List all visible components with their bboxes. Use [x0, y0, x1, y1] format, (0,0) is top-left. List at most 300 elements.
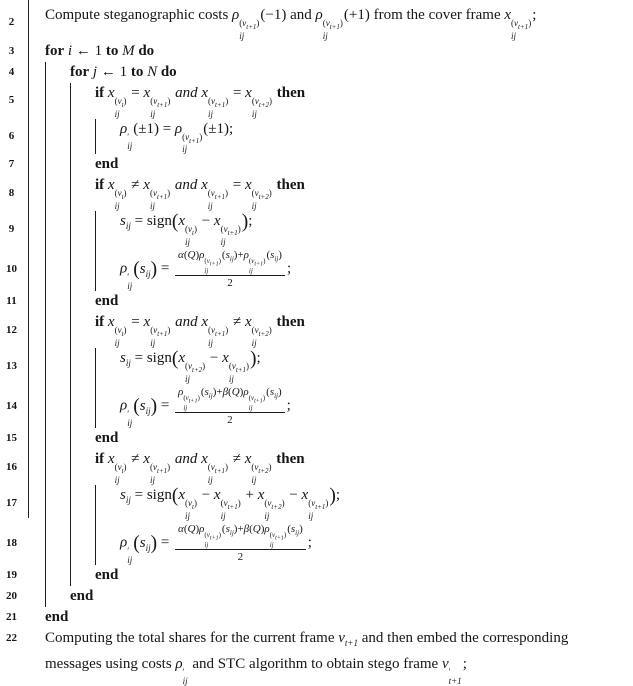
math-var: and	[174, 177, 198, 194]
subscript: t	[192, 228, 194, 237]
indent-guide-bar	[70, 175, 95, 211]
subscript: ij	[150, 108, 156, 119]
indent-guide-bar	[45, 247, 70, 291]
fraction-numerator: α(Q)ρ $(v_{t+1})$ ij $(s_{ij})+\rho$ $(v_{t+1})$ ij $(s_{ij})$	[175, 248, 285, 276]
indent-guide-bar	[70, 83, 95, 119]
sup-sub-stack	[127, 133, 132, 151]
indent-guide-bar	[95, 247, 120, 291]
indent-guide-bar	[95, 521, 120, 565]
math-var: s	[204, 385, 209, 398]
indent-guide-bar	[45, 291, 70, 312]
algorithm-line	[0, 348, 633, 384]
open-paren: (	[171, 211, 179, 233]
sup-sub-stack	[249, 258, 266, 275]
keyword: do	[138, 42, 155, 59]
indent-guide-bar	[70, 211, 95, 247]
subscript: ij	[274, 392, 278, 401]
subscript: t+1	[227, 228, 238, 237]
subscript: ij	[150, 338, 156, 349]
math-var: s	[120, 487, 126, 504]
math-var: v	[338, 630, 345, 647]
math-var: v	[206, 256, 210, 265]
sup-sub-stack	[221, 499, 241, 521]
sup-sub-stack	[208, 189, 228, 211]
superscript: $(v_{t+1})$	[149, 462, 171, 476]
code-text: if x $(v_t)$ ij = x $(v_{t+1})$ ij and x $(v_{t+1})$ ij = x $(v_{t+2})$ ij then	[95, 84, 306, 119]
superscript: $(v_{t+1})$	[248, 256, 266, 268]
math-var: ρ	[120, 260, 128, 277]
subscript: ij	[185, 510, 191, 521]
indent-guide-bar	[45, 119, 70, 155]
sup-sub-stack	[204, 532, 221, 549]
math-var: ρ	[178, 385, 184, 398]
subscript: ij	[127, 417, 133, 428]
sup-sub-stack	[270, 532, 287, 549]
subscript: ij	[322, 30, 328, 41]
subscript: t+1	[254, 261, 264, 268]
math-var: ρ	[199, 522, 205, 535]
superscript: $(v_t)$	[114, 325, 127, 339]
indent-guide-bar	[95, 119, 120, 155]
subscript: t+1	[329, 22, 340, 31]
subscript: ij	[251, 108, 257, 119]
math-var: x	[107, 314, 115, 331]
code-text	[95, 154, 122, 175]
subscript: ij	[204, 267, 209, 276]
line-number: 11	[6, 295, 17, 308]
math-var: ρ	[120, 534, 128, 551]
math-var: and	[174, 451, 198, 468]
sup-sub-stack	[229, 362, 249, 384]
math-var: ρ	[175, 656, 183, 673]
subscript: ij	[185, 236, 191, 247]
subscript: ij	[127, 140, 133, 151]
fraction	[175, 248, 285, 290]
math-var: v	[254, 462, 259, 473]
subscript: ij	[295, 529, 300, 538]
superscript: ′	[182, 667, 185, 678]
subscript: ij	[127, 554, 133, 565]
subscript: ij	[251, 201, 257, 212]
fraction	[175, 522, 306, 564]
math-var: v	[211, 325, 216, 336]
algorithm-line	[0, 428, 633, 449]
sup-sub-stack	[150, 463, 170, 485]
superscript: $(v_{t+2})$	[264, 498, 285, 511]
subscript: ij	[207, 475, 213, 486]
subscript: t+1	[448, 676, 462, 686]
subscript: t+1	[275, 535, 284, 542]
fraction	[175, 385, 285, 427]
subscript: ij	[149, 201, 155, 212]
math-var: M	[122, 42, 135, 59]
sup-sub-stack	[208, 97, 228, 119]
algorithm-line	[0, 586, 633, 607]
subscript: ij	[269, 541, 274, 550]
superscript: $(v_{t+1})$	[220, 498, 241, 511]
code-text: $s_{ij}$ = sign(x $(v_t)$ ij − x $(v_{t+1})$ ij + x $(v_{t+2})$ ij − x $(v_{t+1})$ ij );	[120, 485, 341, 521]
math-var: Q	[252, 522, 261, 535]
sup-sub-stack	[239, 19, 259, 41]
subscript: t+2	[192, 365, 203, 374]
math-var: α	[178, 248, 184, 261]
code-text: for i ← 1 to M do	[45, 42, 155, 59]
math-var: v	[223, 224, 228, 235]
keyword: then	[276, 84, 306, 101]
math-var: v	[206, 530, 210, 539]
sup-sub-stack	[183, 668, 188, 686]
sup-sub-stack	[323, 19, 343, 41]
line-number: 2	[8, 16, 15, 29]
code-text: ρ ′ ij $(s_{ij})$ = ρ $(v_{t+1})$ ij $(s_{ij})+\beta(Q)\rho$ $(v_{t+1})$ ij $(s_{ij})$ 2 ;	[120, 385, 291, 428]
math-var: Q	[231, 385, 240, 398]
superscript: $(v_{t+1})$	[228, 361, 249, 374]
algorithm-line	[0, 175, 633, 211]
keyword: then	[276, 451, 305, 468]
superscript: $(v_{t+1})$	[208, 325, 229, 339]
superscript: $(v_t)$	[114, 95, 127, 109]
math-var: ρ	[243, 248, 249, 261]
algorithm-line	[0, 5, 633, 41]
line-number: 6	[8, 129, 15, 142]
sup-sub-stack	[252, 326, 272, 348]
sup-sub-stack	[115, 189, 127, 211]
fraction-numerator: α(Q)ρ $(v_{t+1})$ ij $(s_{ij})+\beta(Q)\rho$ $(v_{t+1})$ ij $(s_{ij})$	[175, 522, 306, 550]
line-number: 13	[6, 359, 17, 372]
algorithm-line	[0, 384, 633, 428]
indent-guide-bar	[70, 348, 95, 384]
subscript: ij	[182, 676, 188, 686]
subscript: ij	[229, 529, 234, 538]
code-text: if x $(v_t)$ ij ≠ x $(v_{t+1})$ ij and x $(v_{t+1})$ ij ≠ x $(v_{t+2})$ ij then	[95, 451, 305, 486]
math-var: v	[210, 462, 215, 473]
subscript: ij	[251, 338, 257, 349]
sup-sub-stack	[185, 225, 197, 247]
code-text	[45, 607, 72, 628]
algorithm-line	[0, 485, 633, 521]
keyword: then	[276, 314, 305, 331]
indent-guide-bar	[45, 154, 70, 175]
keyword: if	[95, 84, 105, 101]
math-var: v	[188, 498, 192, 509]
subscript: t+2	[258, 467, 269, 476]
indent-guide-bar	[70, 449, 95, 485]
line-number: 16	[6, 460, 17, 473]
math-var: j	[92, 63, 98, 80]
math-var: x	[178, 350, 185, 367]
subscript: ij	[511, 30, 517, 41]
code-text: ρ ′ ij $(s_{ij})$ = α(Q)ρ $(v_{t+1})$ ij $(s_{ij})+\rho$ $(v_{t+1})$ ij $(s_{ij})$ 2 ;	[120, 248, 292, 291]
math-var: v	[117, 95, 122, 106]
math-var: s	[270, 248, 275, 261]
paren-group: x $(v_t)$ ij − x $(v_{t+1})$ ij + x $(v_{t+2})$ ij − x $(v_{t+1})$ ij	[178, 487, 329, 521]
superscript: $(v_{t+1})$	[183, 393, 200, 405]
math-var: x	[143, 177, 150, 194]
indent-guide-bar	[70, 247, 95, 291]
subscript: ij	[114, 108, 120, 119]
superscript: $(v_{t+1})$	[149, 188, 171, 202]
indent-guide-bar	[70, 119, 95, 155]
subscript: t+1	[215, 100, 226, 109]
math-var: x	[143, 84, 151, 101]
algorithm-line	[0, 312, 633, 348]
math-var: v	[223, 498, 228, 509]
subscript: t+1	[235, 365, 246, 374]
subscript: t+1	[209, 261, 219, 268]
subscript: ij	[220, 236, 226, 247]
algorithm-line	[0, 565, 633, 586]
close-paren: )	[241, 211, 249, 233]
line-number: 7	[8, 158, 15, 171]
sup-sub-stack	[150, 97, 170, 119]
subscript: ij	[114, 201, 120, 212]
math-var: ρ	[199, 248, 205, 261]
math-var: v	[211, 95, 216, 106]
subscript: t+1	[188, 398, 198, 405]
math-var: ρ	[264, 522, 270, 535]
code-text: if x $(v_t)$ ij = x $(v_{t+1})$ ij and x $(v_{t+1})$ ij ≠ x $(v_{t+2})$ ij then	[95, 314, 305, 349]
keyword: for	[45, 42, 65, 59]
math-var: s	[139, 534, 146, 551]
algorithm-line	[0, 449, 633, 485]
indent-guide-bar	[70, 485, 95, 521]
open-paren: (	[133, 258, 140, 280]
subscript: ij	[207, 201, 213, 212]
sup-sub-stack	[127, 547, 132, 565]
indent-guide-bar	[95, 348, 120, 384]
keyword: end	[95, 293, 119, 310]
subscript: ij	[125, 358, 131, 369]
math-var: v	[153, 95, 158, 106]
line-number: 12	[6, 323, 17, 336]
paren-group	[140, 398, 151, 414]
subscript: t	[121, 467, 124, 476]
indent-guide-bar	[70, 384, 95, 428]
subscript: ij	[114, 475, 120, 486]
subscript: ij	[251, 475, 257, 486]
subscript: t+1	[156, 193, 168, 202]
line-number: 8	[8, 186, 15, 199]
keyword: if	[95, 314, 105, 331]
line-number: 14	[6, 399, 17, 412]
math-var: ρ	[120, 120, 128, 137]
sup-sub-stack	[308, 499, 328, 521]
math-var: v	[117, 188, 122, 199]
subscript: ij	[145, 542, 151, 553]
subscript: ij	[308, 510, 314, 521]
subscript: t+2	[258, 330, 269, 339]
sup-sub-stack	[115, 463, 127, 485]
subscript: t+1	[189, 136, 200, 145]
line-number: 17	[6, 496, 17, 509]
code-text	[95, 565, 122, 586]
subscript: ij	[264, 510, 270, 521]
code-text: Compute steganographic costs ρ $(v_{t+1})$ ij (−1) and ρ $(v_{t+1})$ ij (+1) from the cover frame x $(v_{t+1})$ ij ;	[45, 7, 537, 41]
math-var: and	[175, 84, 198, 101]
math-var: x	[143, 314, 151, 331]
fraction-denominator: 2	[237, 551, 244, 564]
math-var: Q	[187, 248, 196, 261]
subscript: ij	[149, 475, 155, 486]
superscript: $(v_t)$	[185, 498, 197, 511]
math-var: x	[245, 84, 252, 101]
indent-guide-bar	[45, 62, 70, 83]
math-var: Q	[187, 522, 196, 535]
keyword: if	[95, 177, 105, 194]
indent-guide-bar	[70, 565, 95, 586]
math-var: s	[269, 385, 275, 398]
sup-sub-stack	[208, 326, 228, 348]
subscript: t+1	[214, 193, 225, 202]
math-var: v	[254, 95, 259, 106]
superscript: ′	[448, 667, 451, 678]
subscript: ij	[127, 280, 133, 291]
superscript: $(v_{t+1})$	[204, 256, 221, 268]
keyword: if	[95, 451, 105, 468]
subscript: t+1	[157, 330, 168, 339]
code-text	[70, 586, 97, 607]
fraction-denominator: 2	[227, 277, 233, 290]
line-number: 22	[6, 632, 17, 645]
math-var: and	[175, 314, 198, 331]
superscript: $(v_{t+2})$	[251, 325, 272, 339]
subscript: t+1	[156, 467, 168, 476]
keyword: end	[95, 430, 119, 447]
indent-guide-bar	[45, 312, 70, 348]
math-var: x	[107, 84, 115, 101]
subscript: ij	[125, 221, 131, 232]
math-var: x	[504, 7, 512, 23]
sup-sub-stack	[150, 326, 170, 348]
line-number: 15	[6, 432, 17, 445]
math-var: v	[117, 325, 122, 336]
code-text: Computing the total shares for the current frame $v_{t+1}$ and then embed the corresponding messages using costs ρ ′ ij and STC algorithm to obtain stego frame v ′ t+1 ;	[45, 630, 569, 686]
code-text: ρ ′ ij (±1) = ρ $(v_{t+1})$ ij (±1);	[120, 120, 234, 155]
math-var: s	[225, 522, 230, 535]
math-var: v	[117, 462, 122, 473]
math-var: s	[139, 260, 146, 277]
line-number: 19	[6, 569, 17, 582]
indent-guide-bar	[95, 211, 120, 247]
sup-sub-stack	[150, 189, 170, 211]
subscript: ij	[183, 404, 188, 413]
superscript: $(v_t)$	[114, 188, 127, 202]
algorithm-line	[0, 607, 633, 628]
math-var: v	[267, 498, 272, 509]
subscript: ij	[208, 338, 214, 349]
superscript: $(v_{t+1})$	[204, 530, 221, 542]
math-var: v	[311, 498, 316, 509]
math-var: v	[152, 462, 157, 473]
keyword: end	[95, 156, 119, 173]
superscript: $(v_{t+1})$	[269, 530, 287, 542]
superscript: ′	[127, 131, 130, 142]
subscript: t+1	[157, 100, 168, 109]
line-number: 4	[8, 65, 15, 78]
subscript: t+1	[315, 502, 326, 511]
math-var: v	[242, 18, 247, 28]
math-var: x	[201, 451, 208, 468]
math-var: ρ	[232, 7, 240, 23]
sup-sub-stack	[127, 410, 132, 428]
keyword: to	[130, 63, 144, 80]
subscript: t+1	[344, 638, 358, 649]
superscript: $(v_t)$	[114, 462, 127, 476]
subscript: t	[121, 100, 124, 109]
close-paren: )	[150, 532, 158, 554]
sup-sub-stack	[449, 668, 462, 686]
math-var: x	[143, 451, 150, 468]
subscript: t+1	[215, 330, 226, 339]
sup-sub-stack	[185, 362, 205, 384]
subscript: ij	[229, 255, 234, 264]
subscript: t+1	[246, 22, 257, 31]
math-var: s	[139, 397, 146, 414]
math-var: x	[244, 451, 252, 468]
subscript: t+1	[209, 535, 219, 542]
line-number: 21	[6, 611, 17, 624]
superscript: $(v_{t+1})$	[207, 462, 228, 476]
math-var: v	[514, 18, 519, 28]
sup-sub-stack	[252, 189, 272, 211]
math-var: x	[107, 177, 115, 194]
math-var: v	[185, 131, 190, 142]
math-var: x	[244, 177, 252, 194]
math-var: v	[188, 224, 192, 235]
math-var: v	[153, 325, 158, 336]
math-var: ρ	[315, 7, 323, 23]
paren-group: x $(v_{t+2})$ ij − x $(v_{t+1})$ ij	[178, 350, 249, 384]
math-var: β	[222, 385, 229, 398]
superscript: ′	[127, 408, 130, 419]
subscript: ij	[204, 541, 209, 550]
algorithm-line	[0, 62, 633, 83]
subscript: t+2	[271, 502, 282, 511]
indent-guide-bar	[45, 348, 70, 384]
math-var: x	[213, 213, 221, 230]
superscript: $(v_t)$	[185, 224, 197, 237]
subscript: ij	[220, 510, 226, 521]
subscript: ij	[239, 30, 245, 41]
subscript: ij	[182, 144, 188, 155]
sup-sub-stack	[115, 326, 127, 348]
math-var: v	[325, 18, 330, 28]
code-text	[95, 291, 122, 312]
indent-guide-bar	[45, 428, 70, 449]
subscript: t+1	[254, 398, 263, 405]
superscript: $(v_{t+1})$	[150, 95, 171, 109]
keyword: end	[70, 588, 94, 605]
indent-guide-bar	[45, 175, 70, 211]
subscript: ij	[208, 108, 214, 119]
algorithm-line	[0, 41, 633, 62]
code-text: $s_{ij}$ = sign(x $(v_t)$ ij − x $(v_{t+1})$ ij );	[120, 211, 253, 247]
algorithm-line	[0, 154, 633, 175]
math-var: s	[290, 522, 296, 535]
math-var: x	[201, 84, 209, 101]
superscript: $(v_{t+2})$	[251, 462, 272, 476]
sup-sub-stack	[185, 499, 197, 521]
sup-sub-stack	[249, 395, 266, 412]
sup-sub-stack	[115, 97, 127, 119]
sup-sub-stack	[182, 133, 202, 155]
code-text	[95, 428, 122, 449]
indent-guide-bar	[70, 291, 95, 312]
math-var: v	[250, 393, 255, 402]
sup-sub-stack	[264, 499, 284, 521]
math-var: ρ	[243, 385, 249, 398]
subscript: ij	[145, 268, 151, 279]
